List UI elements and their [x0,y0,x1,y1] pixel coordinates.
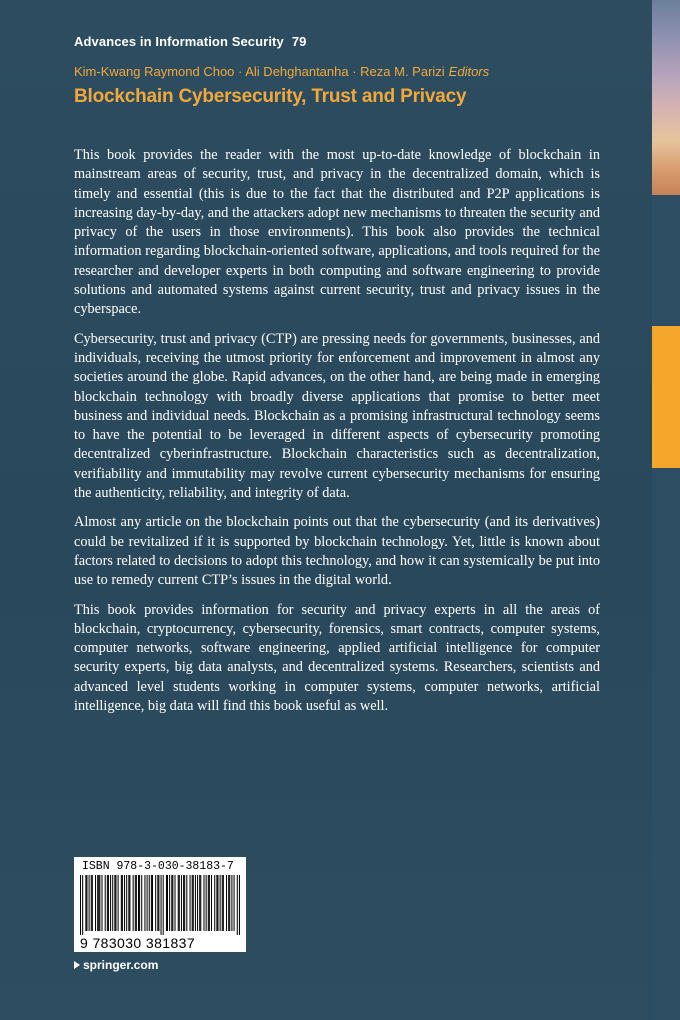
blurb-paragraph: Cybersecurity, trust and privacy (CTP) are pressing needs for governments, businesses, and individuals, receiving the utmost priority for enforcement and improvement in almost any societies around the globe. Rapid advances, on the other hand, are being made in emerging blockchain technology with broadly diverse applications that promise to better meet business and individual needs. Blockchain as a promising infrastructural technology seems to have the potential to be leveraged in different aspects of cybersecurity promoting decentralized cyberinfrastructure. Blockchain characteristics such as decentralization, verifiability and immutability may revolve current cybersecurity mechanisms for ensuring the authenticity, reliability, and integrity of data. [74,330,600,502]
isbn-barcode-box [74,857,246,952]
series-line [74,34,306,49]
blurb-paragraph: This book provides information for security and privacy experts in all the areas of blockchain, cryptocurrency, cybersecurity, forensics, smart contracts, computer systems, computer networks, software engineering, applied artificial intelligence for computer security experts, big data analysts, and decentralized systems. Researchers, scientists and advanced level students working in computer systems, computer networks, artificial intelligence, big data will find this book useful as well. [74,601,600,715]
isbn-label: ISBN 978-3-030-38183-7 [82,860,234,873]
publisher-url: springer.com [83,958,159,972]
barcode-digits: 9 783030 381837 [80,935,195,951]
series-number: 79 [291,34,307,49]
series-name: Advances in Information Security [74,34,284,49]
editors-role: Editors [448,64,490,79]
blurb-paragraph: This book provides the reader with the most up-to-date knowledge of blockchain in mainstream areas of security, trust, and privacy in the decentralized domain, which is timely and essential (this is due to the fact that the distributed and P2P applications is increasing day-by-day, and the attackers adopt new mechanisms to threaten the security and privacy of the users in those environments). This book also provides the technical information regarding blockchain-oriented software, applications, and tools required for the researcher and developer experts in both computing and software engineering to provide solutions and automated systems against current security, trust and privacy issues in the cyberspace. [74,147,600,318]
blurb-paragraph: Almost any article on the blockchain points out that the cybersecurity (and its derivatives) could be revitalized if it is supported by blockchain technology. Yet, little is known about factors related to decisions to adopt this technology, and how it can systemically be put into use to remedy current CTP’s issues in the digital world. [74,514,600,589]
book-title: Blockchain Cybersecurity, Trust and Privacy [74,86,467,107]
spine-orange-band [652,326,680,468]
publisher-link[interactable] [74,958,158,972]
spine-artwork [652,0,680,195]
editors-names: Kim-Kwang Raymond Choo · Ali Dehghantanha · Reza M. Parizi [74,64,445,79]
barcode-icon [80,875,240,935]
editors-line [74,64,489,79]
blurb [74,146,600,726]
arrow-right-icon [74,961,80,969]
